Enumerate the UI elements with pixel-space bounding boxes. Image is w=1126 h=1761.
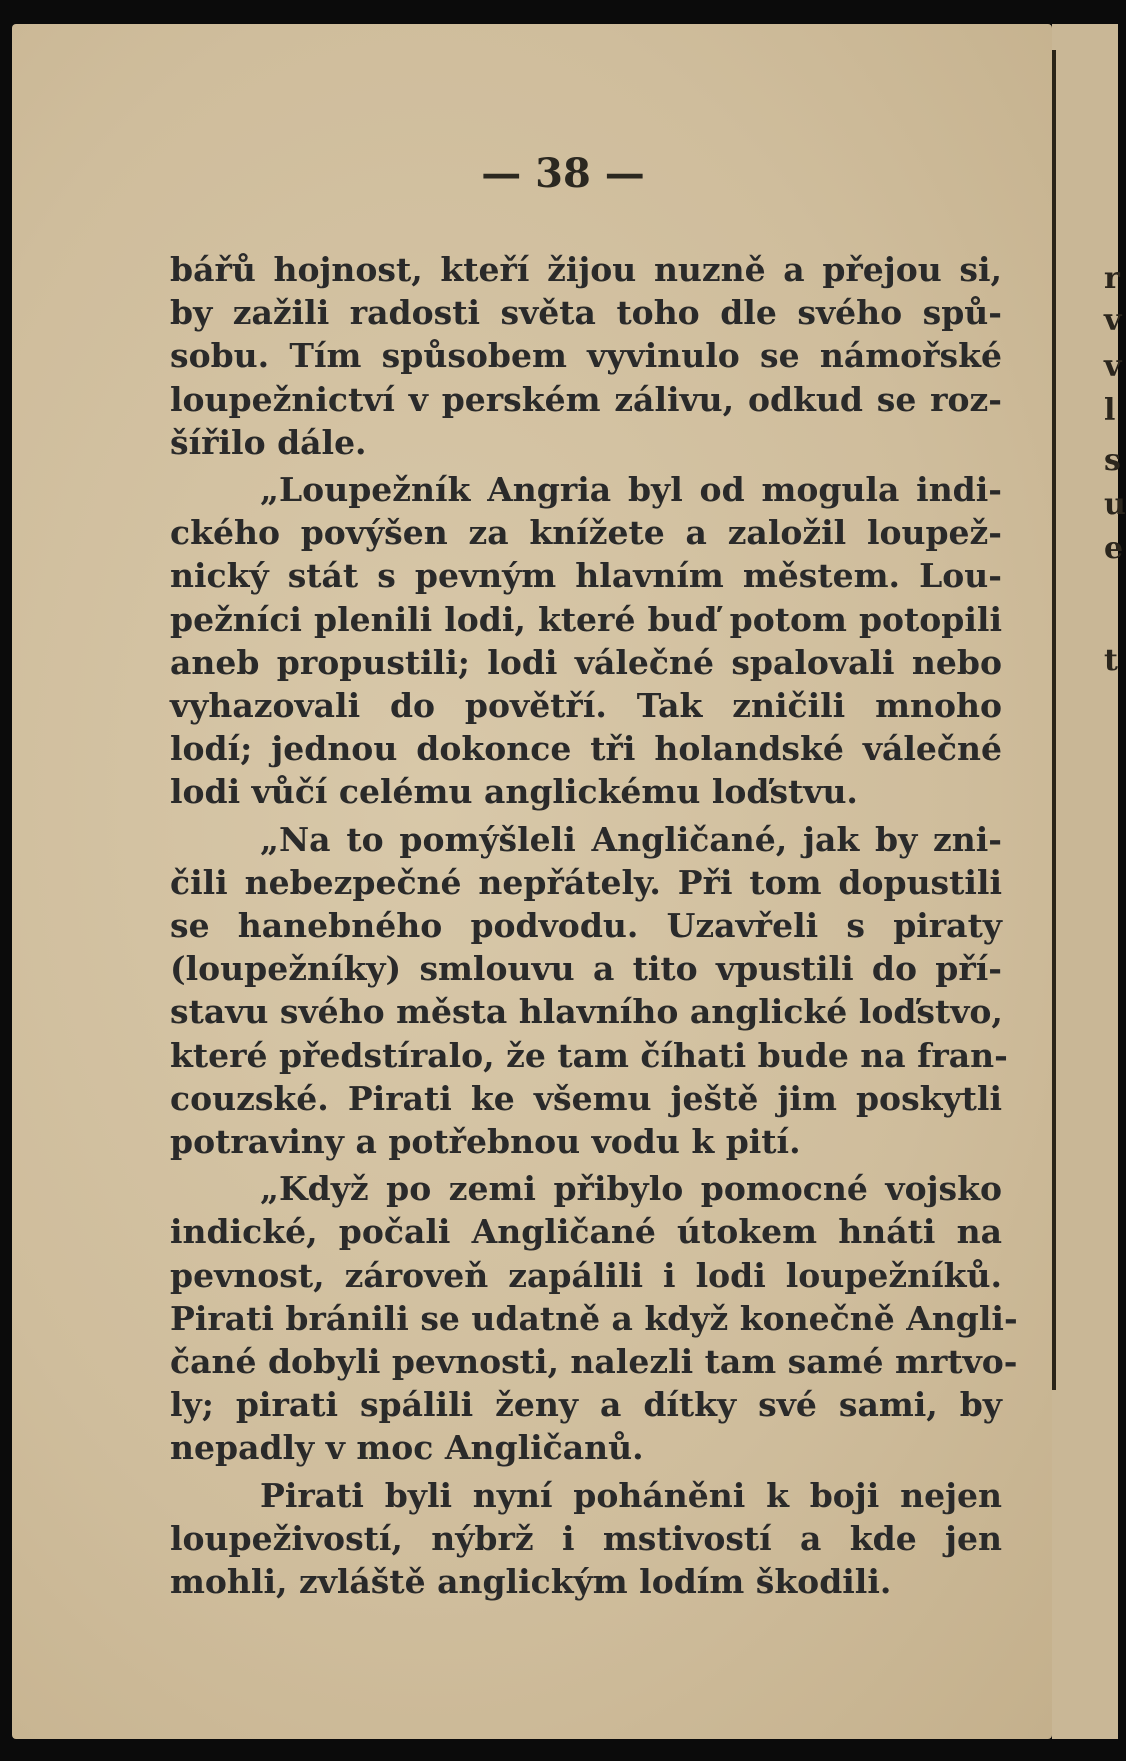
text-line: loupežnictví v perském zálivu, odkud se roz- — [170, 379, 1002, 419]
text-line: lodi vůčí celému anglickému loďstvu. — [170, 772, 858, 812]
text-line: „Když po zemi přibylo pomocné vojsko — [260, 1169, 1002, 1209]
adjacent-page-fragment: l — [1104, 393, 1116, 428]
text-line: pežníci plenili lodi, které buď potom potopili — [170, 599, 1002, 639]
text-line: čané dobyli pevnosti, nalezli tam samé mrtvo- — [170, 1342, 1018, 1382]
adjacent-page-fragment: v — [1104, 303, 1122, 338]
text-line: lodí; jednou dokonce tři holandské válečné — [170, 729, 1002, 769]
paragraph-1 — [170, 248, 1002, 464]
text-line: nepadly v moc Angličanů. — [170, 1428, 644, 1468]
adjacent-page-fragment: s — [1104, 443, 1121, 478]
text-line: pevnost, zároveň zapálili i lodi loupežníků. — [170, 1255, 1002, 1295]
adjacent-page-fragment: u — [1104, 487, 1126, 522]
page-number: — 38 — — [481, 150, 645, 197]
text-line: stavu svého města hlavního anglické loďstvo, — [170, 992, 1003, 1032]
text-line: loupeživostí, nýbrž i mstivostí a kde jen — [170, 1518, 1002, 1558]
adjacent-page-fragment: e — [1104, 531, 1124, 566]
text-line: ckého povýšen za knížete a založil loupež- — [170, 513, 1002, 553]
text-line: ly; pirati spálili ženy a dítky své sami, by — [170, 1385, 1002, 1425]
text-line: (loupežníky) smlouvu a tito vpustili do pří- — [170, 949, 1002, 989]
paragraph-3 — [170, 818, 1008, 1164]
paragraph-2 — [170, 468, 1002, 814]
paragraph-4 — [170, 1167, 1018, 1469]
text-line: potraviny a potřebnou vodu k pití. — [170, 1122, 801, 1162]
text-line: čili nebezpečné nepřátely. Při tom dopustili — [170, 862, 1002, 902]
text-line: se hanebného podvodu. Uzavřeli s piraty — [170, 906, 1002, 946]
paragraph-5 — [170, 1474, 1002, 1604]
page-gutter — [1052, 50, 1056, 1390]
adjacent-page-fragment: t — [1104, 643, 1118, 678]
text-line: Pirati bránili se udatně a když konečně Angli- — [170, 1298, 1018, 1338]
text-line: „Na to pomýšleli Angličané, jak by zni- — [260, 819, 1002, 859]
text-line: „Loupežník Angria byl od mogula indi- — [260, 470, 1002, 510]
text-line: nický stát s pevným hlavním městem. Lou- — [170, 556, 1002, 596]
text-line: mohli, zvláště anglickým lodím škodili. — [170, 1562, 892, 1602]
body-text — [170, 248, 1018, 1603]
text-line: couzské. Pirati ke všemu ještě jim poskytli — [170, 1078, 1002, 1118]
text-line: sobu. Tím spůsobem vyvinulo se námořské — [170, 336, 1002, 376]
text-line: by zažili radosti světa toho dle svého spů- — [170, 293, 1002, 333]
text-line: aneb propustili; lodi válečné spalovali nebo — [170, 642, 1002, 682]
text-line: bářů hojnost, kteří žijou nuzně a přejou si, — [170, 250, 1002, 289]
text-line: Pirati byli nyní poháněni k boji nejen — [260, 1475, 1002, 1515]
text-line: které předstíralo, že tam číhati bude na fran- — [170, 1035, 1008, 1075]
text-line: šířilo dále. — [170, 422, 367, 462]
adjacent-page-fragment: v — [1104, 349, 1122, 384]
adjacent-page-fragment: r — [1104, 261, 1120, 296]
text-line: vyhazovali do povětří. Tak zničili mnoho — [170, 686, 1002, 726]
text-line: indické, počali Angličané útokem hnáti na — [170, 1212, 1002, 1252]
